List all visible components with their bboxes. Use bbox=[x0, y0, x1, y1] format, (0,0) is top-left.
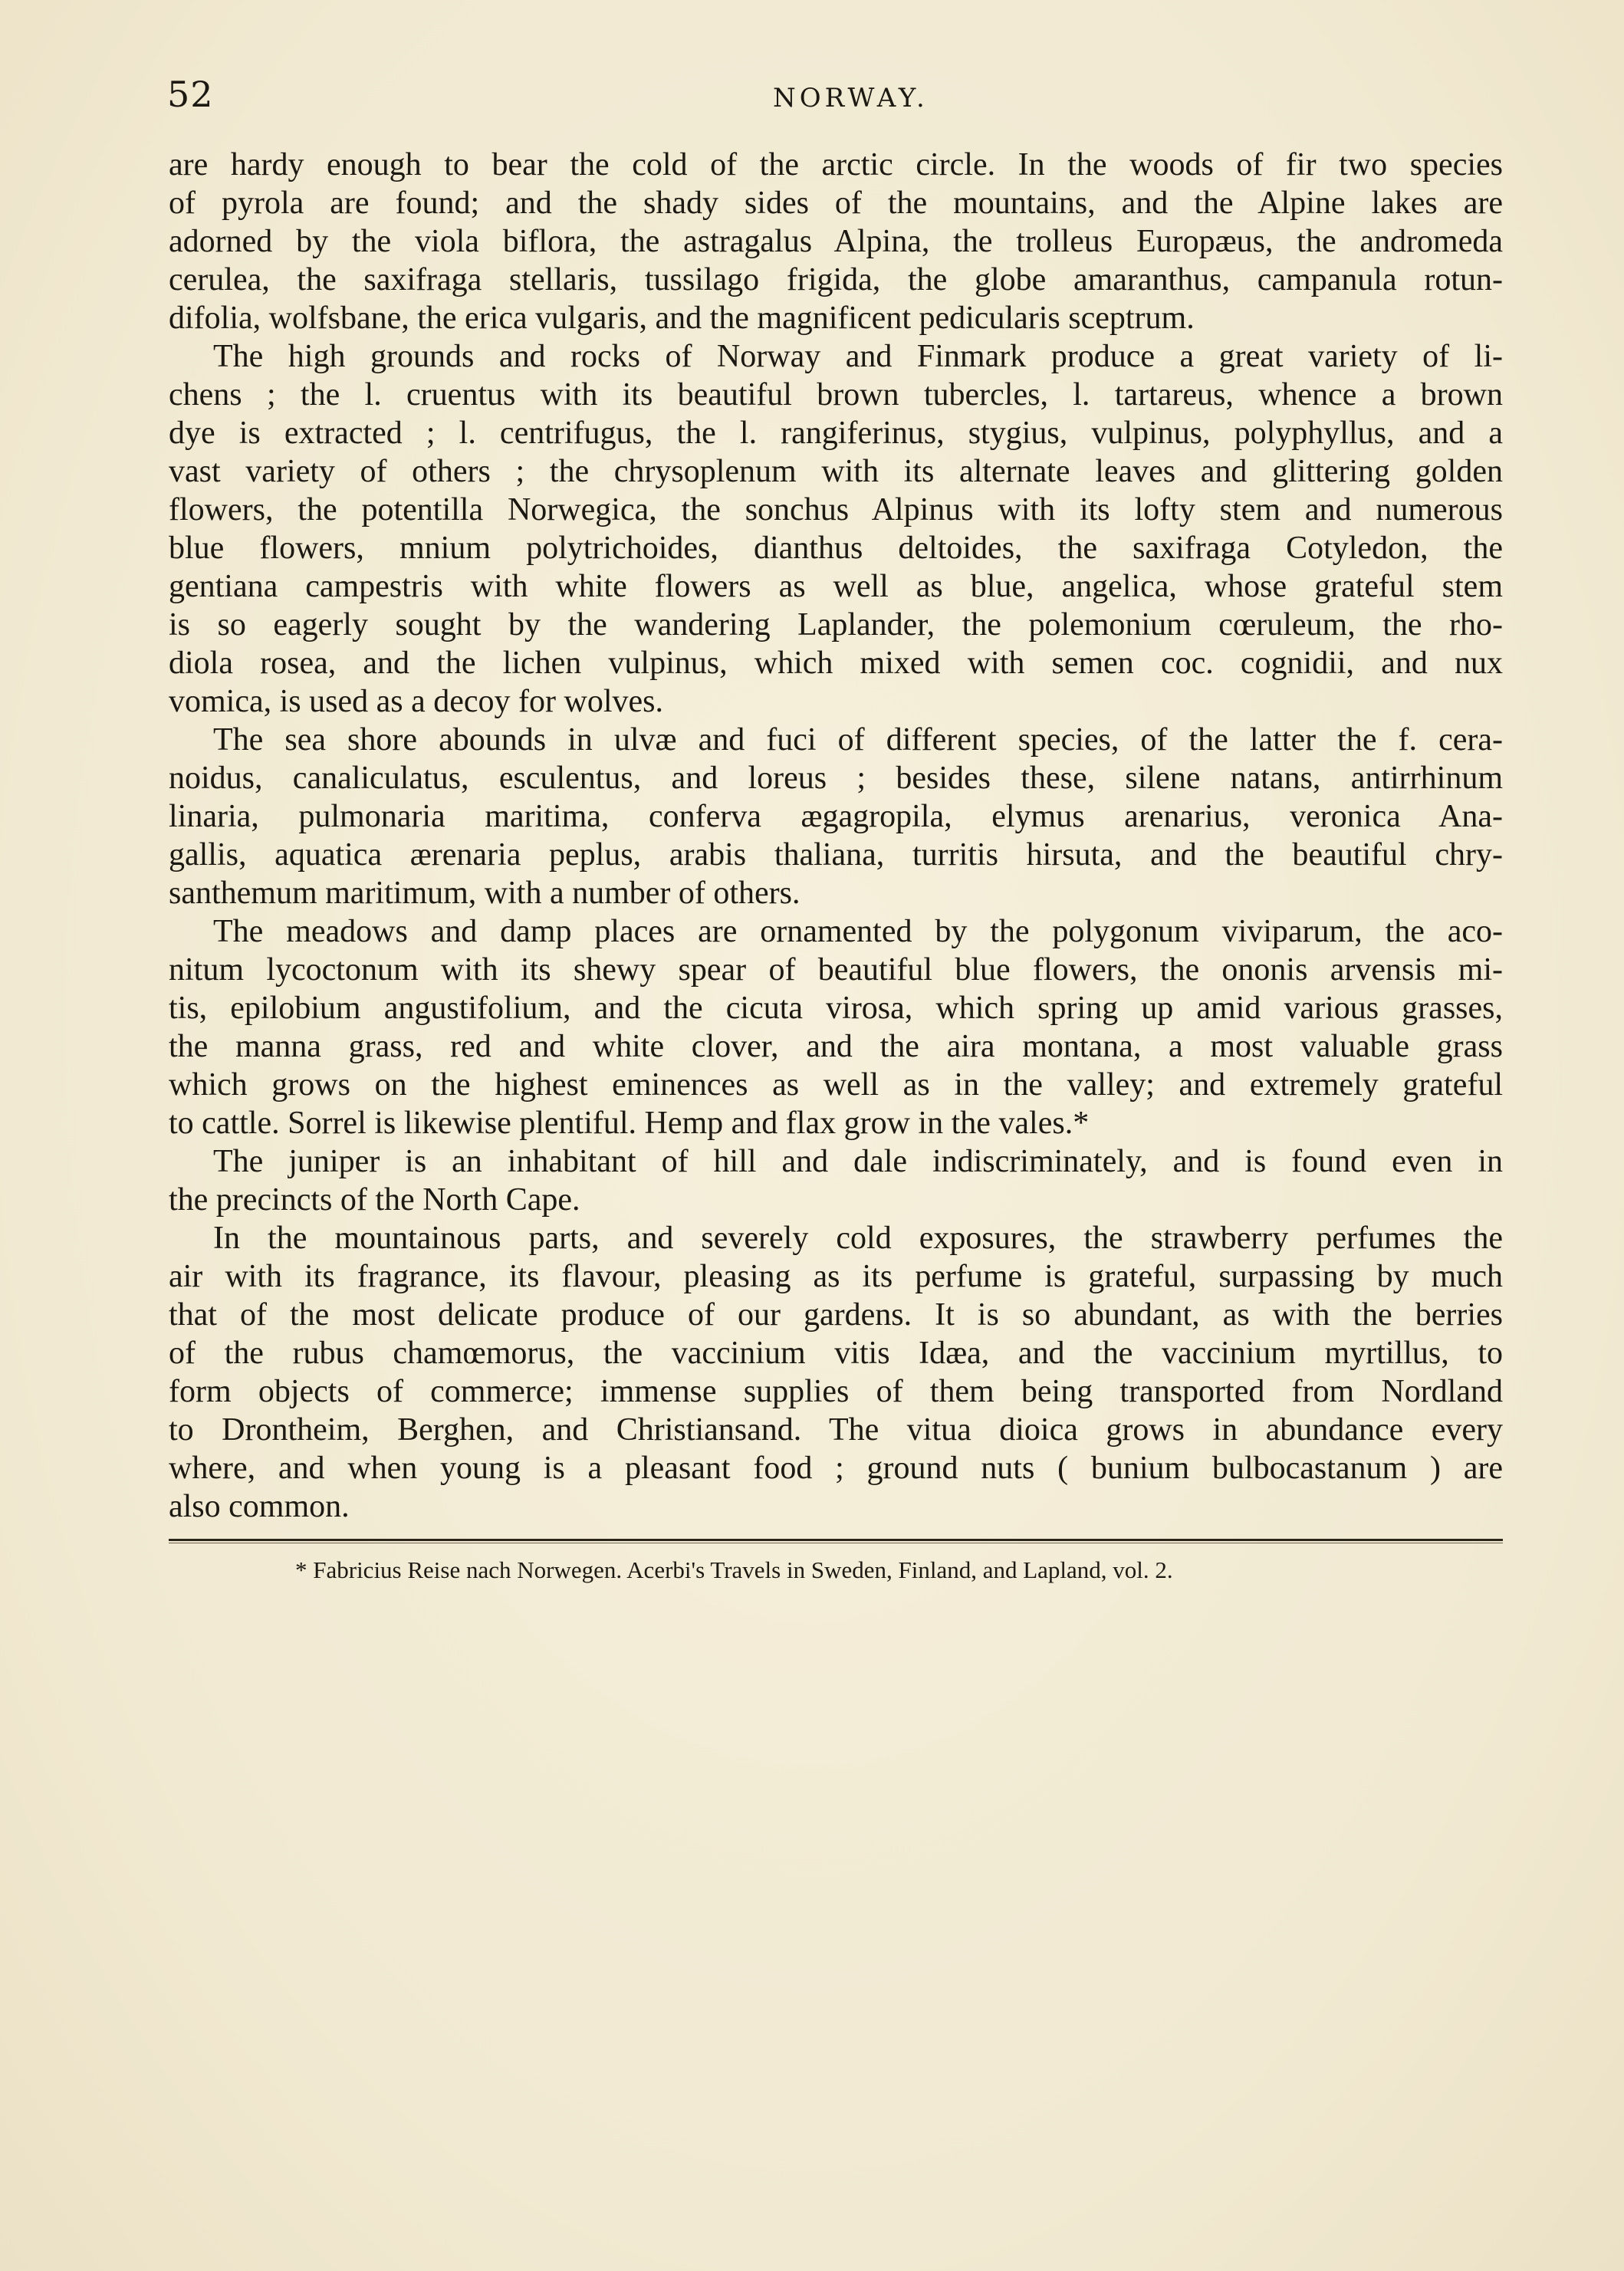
text-line: The high grounds and rocks of Norway and Finmark produce a great variety of li- bbox=[213, 339, 1503, 374]
text-line: air with its fragrance, its flavour, pleasing as its perfume is grateful, surpassing by much bbox=[169, 1259, 1503, 1294]
text-line: noidus, canaliculatus, esculentus, and loreus ; besides these, silene natans, antirrhinum bbox=[169, 761, 1503, 796]
text-line: difolia, wolfsbane, the erica vulgaris, and the magnificent pedicularis sceptrum. bbox=[169, 301, 1195, 336]
text-line: The juniper is an inhabitant of hill and dale indiscriminately, and is found even in bbox=[213, 1144, 1503, 1179]
text-line: cerulea, the saxifraga stellaris, tussilago frigida, the globe amaranthus, campanula rotun- bbox=[169, 262, 1503, 297]
text-line: of the rubus chamœmorus, the vaccinium vitis Idæa, and the vaccinium myrtillus, to bbox=[169, 1336, 1503, 1371]
text-line: The sea shore abounds in ulvæ and fuci of different species, of the latter the f. cera- bbox=[213, 722, 1503, 758]
footnote: * Fabricius Reise nach Norwegen. Acerbi's Travels in Sweden, Finland, and Lapland, vol. 2. bbox=[295, 1556, 1173, 1583]
text-line: to Drontheim, Berghen, and Christiansand. The vitua dioica grows in abundance every bbox=[169, 1412, 1503, 1448]
footnote-rule bbox=[169, 1539, 1503, 1541]
text-line: are hardy enough to bear the cold of the arctic circle. In the woods of fir two species bbox=[169, 147, 1503, 182]
text-line: of pyrola are found; and the shady sides of the mountains, and the Alpine lakes are bbox=[169, 186, 1503, 221]
text-line: gallis, aquatica ærenaria peplus, arabis thaliana, turritis hirsuta, and the beautiful chry- bbox=[169, 837, 1503, 873]
text-line: to cattle. Sorrel is likewise plentiful. Hemp and flax grow in the vales.* bbox=[169, 1106, 1090, 1141]
text-line: santhemum maritimum, with a number of others. bbox=[169, 876, 800, 911]
text-line: vomica, is used as a decoy for wolves. bbox=[169, 684, 663, 719]
text-line: vast variety of others ; the chrysoplenum with its alternate leaves and glittering golden bbox=[169, 454, 1503, 489]
body-text bbox=[169, 146, 1503, 1526]
text-line: dye is extracted ; l. centrifugus, the l. rangiferinus, stygius, vulpinus, polyphyllus, and a bbox=[169, 416, 1503, 451]
text-line: that of the most delicate produce of our gardens. It is so abundant, as with the berries bbox=[169, 1297, 1503, 1333]
text-line: which grows on the highest eminences as well as in the valley; and extremely grateful bbox=[169, 1067, 1503, 1103]
text-line: where, and when young is a pleasant food ; ground nuts ( bunium bulbocastanum ) are bbox=[169, 1451, 1503, 1486]
text-line: also common. bbox=[169, 1489, 350, 1524]
text-line: the precincts of the North Cape. bbox=[169, 1182, 580, 1218]
text-line: The meadows and damp places are ornamented by the polygonum viviparum, the aco- bbox=[213, 914, 1503, 949]
text-line: diola rosea, and the lichen vulpinus, which mixed with semen coc. cognidii, and nux bbox=[169, 646, 1503, 681]
page-number: 52 bbox=[167, 74, 214, 115]
text-line: flowers, the potentilla Norwegica, the sonchus Alpinus with its lofty stem and numerous bbox=[169, 492, 1503, 527]
page-header bbox=[167, 74, 1501, 120]
text-line: gentiana campestris with white flowers as well as blue, angelica, whose grateful stem bbox=[169, 569, 1503, 604]
text-line: nitum lycoctonum with its shewy spear of beautiful blue flowers, the ononis arvensis mi- bbox=[169, 952, 1503, 988]
text-line: In the mountainous parts, and severely cold exposures, the strawberry perfumes the bbox=[213, 1221, 1503, 1256]
text-line: is so eagerly sought by the wandering Laplander, the polemonium cœruleum, the rho- bbox=[169, 607, 1503, 643]
running-title: NORWAY. bbox=[773, 83, 929, 113]
text-line: linaria, pulmonaria maritima, conferva ægagropila, elymus arenarius, veronica Ana- bbox=[169, 799, 1503, 834]
text-line: chens ; the l. cruentus with its beautiful brown tubercles, l. tartareus, whence a brown bbox=[169, 377, 1503, 412]
text-line: the manna grass, red and white clover, and the aira montana, a most valuable grass bbox=[169, 1029, 1503, 1064]
text-line: tis, epilobium angustifolium, and the cicuta virosa, which spring up amid various grasses, bbox=[169, 991, 1503, 1026]
text-line: form objects of commerce; immense supplies of them being transported from Nordland bbox=[169, 1374, 1503, 1409]
text-line: adorned by the viola biflora, the astragalus Alpina, the trolleus Europæus, the andromeda bbox=[169, 224, 1503, 259]
text-line: blue flowers, mnium polytrichoides, dianthus deltoides, the saxifraga Cotyledon, the bbox=[169, 531, 1503, 566]
